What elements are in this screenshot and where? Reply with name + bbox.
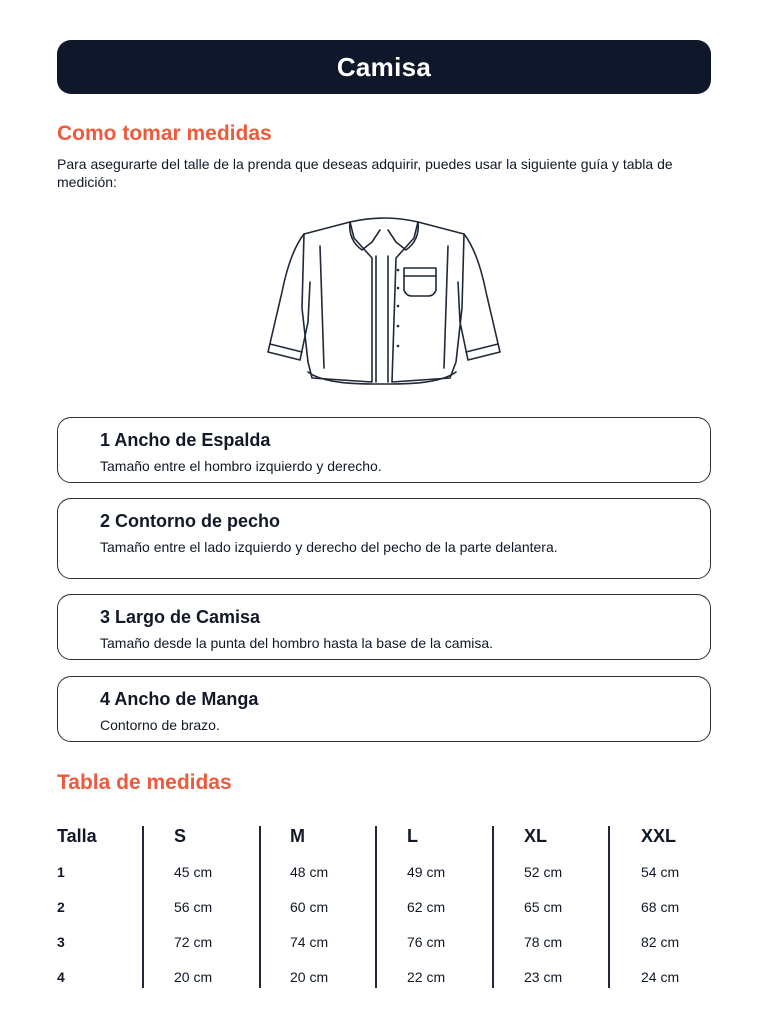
measure-title: 4 Ancho de Manga xyxy=(100,689,259,709)
column-divider xyxy=(259,826,261,988)
row-label: 1 xyxy=(57,864,65,880)
table-cell: 72 cm xyxy=(174,934,213,950)
shirt-icon xyxy=(264,212,504,392)
header-bar xyxy=(57,40,711,94)
measure-card-2 xyxy=(57,498,711,579)
column-divider xyxy=(142,826,144,988)
measure-title: 1 Ancho de Espalda xyxy=(100,430,271,450)
header-size-s: S xyxy=(174,826,187,846)
measure-title: 2 Contorno de pecho xyxy=(100,511,280,531)
table-cell: 52 cm xyxy=(524,864,563,880)
header-size-m: M xyxy=(290,826,305,846)
table-cell: 20 cm xyxy=(290,969,329,985)
table-cell: 82 cm xyxy=(641,934,680,950)
page-title: Camisa xyxy=(336,51,432,82)
measure-title: 3 Largo de Camisa xyxy=(100,607,261,627)
table-cell: 24 cm xyxy=(641,969,680,985)
column-divider xyxy=(492,826,494,988)
measure-card-1 xyxy=(57,417,711,483)
table-cell: 68 cm xyxy=(641,899,680,915)
table-cell: 22 cm xyxy=(407,969,446,985)
table-cell: 62 cm xyxy=(407,899,446,915)
table-cell: 48 cm xyxy=(290,864,329,880)
header-talla: Talla xyxy=(57,826,97,846)
howto-title: Como tomar medidas xyxy=(57,122,272,145)
header-size-xxl: XXL xyxy=(641,826,677,846)
measure-desc: Contorno de brazo. xyxy=(100,717,220,733)
column-divider xyxy=(608,826,610,988)
table-cell: 76 cm xyxy=(407,934,446,950)
size-table xyxy=(57,822,717,992)
intro-text: Para asegurarte del talle de la prenda que deseas adquirir, puedes usar la siguiente guía y tabla de medición: xyxy=(57,156,673,190)
table-cell: 56 cm xyxy=(174,899,213,915)
table-title: Tabla de medidas xyxy=(57,771,232,794)
measure-desc: Tamaño desde la punta del hombro hasta la base de la camisa. xyxy=(100,635,494,651)
column-divider xyxy=(375,826,377,988)
table-cell: 45 cm xyxy=(174,864,213,880)
measure-desc: Tamaño entre el hombro izquierdo y derecho. xyxy=(100,458,382,474)
table-cell: 49 cm xyxy=(407,864,446,880)
table-cell: 60 cm xyxy=(290,899,329,915)
table-cell: 23 cm xyxy=(524,969,563,985)
table-cell: 54 cm xyxy=(641,864,680,880)
table-cell: 74 cm xyxy=(290,934,329,950)
measure-card-4 xyxy=(57,676,711,742)
row-label: 3 xyxy=(57,934,65,950)
header-size-l: L xyxy=(407,826,418,846)
table-cell: 65 cm xyxy=(524,899,563,915)
table-cell: 78 cm xyxy=(524,934,563,950)
row-label: 4 xyxy=(57,969,65,985)
table-cell: 20 cm xyxy=(174,969,213,985)
row-label: 2 xyxy=(57,899,65,915)
measure-card-3 xyxy=(57,594,711,660)
header-size-xl: XL xyxy=(524,826,548,846)
measure-desc: Tamaño entre el lado izquierdo y derecho del pecho de la parte delantera. xyxy=(100,539,558,555)
